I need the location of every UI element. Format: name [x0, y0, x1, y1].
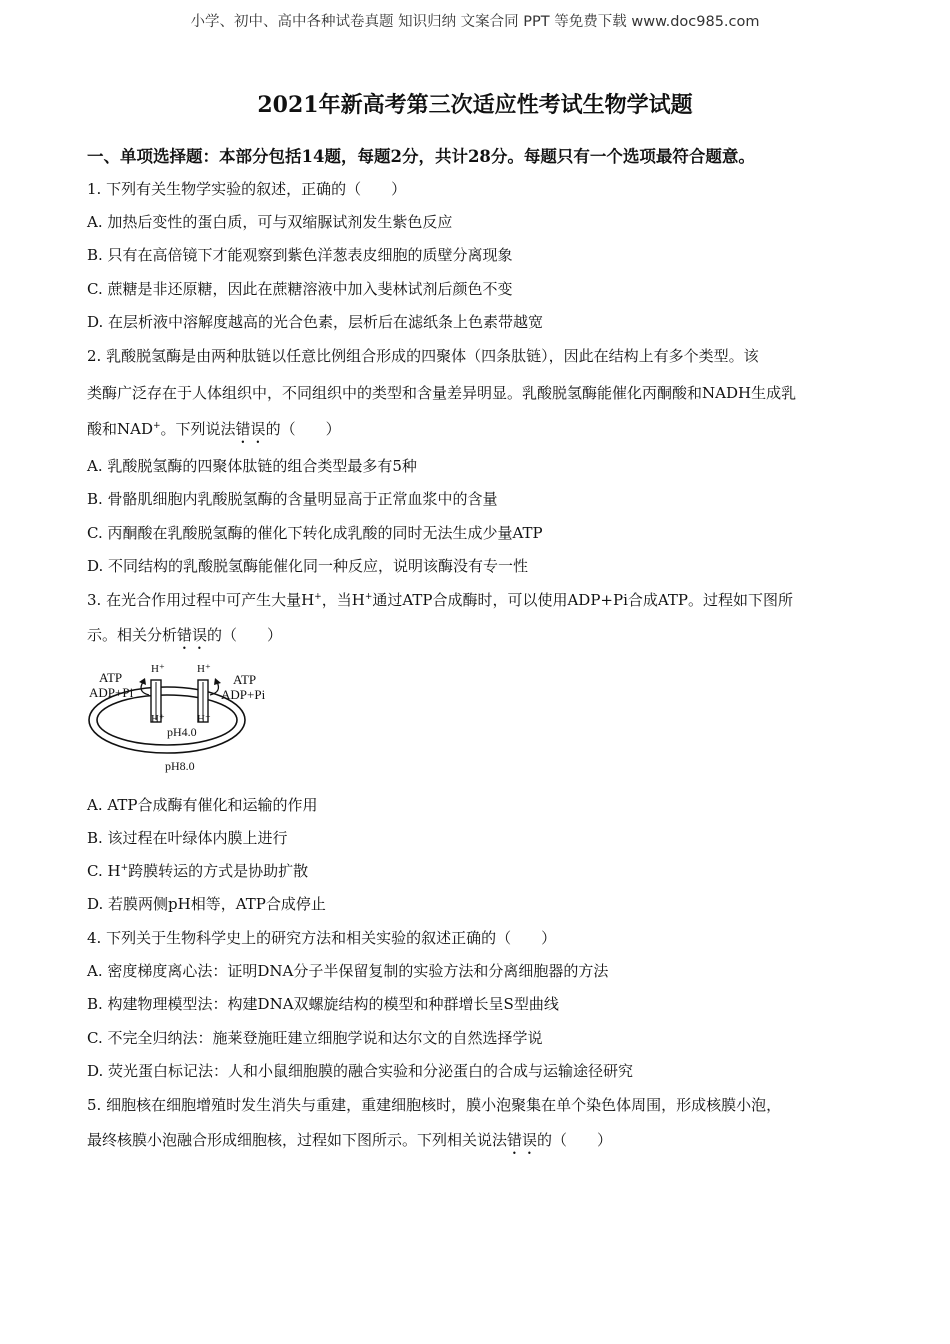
q2-option-c: C. 丙酮酸在乳酸脱氢酶的催化下转化成乳酸的同时无法生成少量ATP [87, 524, 543, 542]
q3-stem-text: ，当H [321, 591, 365, 609]
q2-stem-line3 [87, 418, 341, 447]
emphasis-text: 错误 [507, 1131, 538, 1149]
q1-stem: 1. 下列有关生物学实验的叙述，正确的（ ） [87, 180, 407, 198]
ph-inside-label: pH4.0 [167, 725, 197, 739]
q3-stem-line1 [87, 589, 793, 610]
q2-stem-line1: 2. 乳酸脱氢酶是由两种肽链以任意比例组合形成的四聚体（四条肽链），因此在结构上有多个类型。该 [87, 347, 759, 365]
q2-stem-text: 酸和NAD [87, 420, 153, 438]
q5-stem-line2 [87, 1129, 612, 1158]
q4-option-a: A. 密度梯度离心法：证明DNA分子半保留复制的实验方法和分离细胞器的方法 [87, 962, 609, 980]
page-title: 2021年新高考第三次适应性考试生物学试题 [257, 92, 693, 118]
q3-stem-text: 3. 在光合作用过程中可产生大量H [87, 591, 315, 609]
h-top-right-label: H⁺ [197, 663, 211, 675]
adp-left-label: ADP+Pi [89, 685, 134, 700]
q5-stem-text: 最终核膜小泡融合形成细胞核，过程如下图所示。下列相关说法 [87, 1131, 508, 1149]
q2-stem-text: 。下列说法 [160, 420, 236, 438]
superscript: + [314, 592, 322, 602]
q4-option-d: D. 荧光蛋白标记法：人和小鼠细胞膜的融合实验和分泌蛋白的合成与运输途径研究 [87, 1062, 634, 1080]
q1-option-c: C. 蔗糖是非还原糖，因此在蔗糖溶液中加入斐林试剂后颜色不变 [87, 280, 513, 298]
atp-synthase-diagram [87, 660, 287, 775]
q3-option-d: D. 若膜两侧pH相等，ATP合成停止 [87, 895, 326, 913]
q1-option-d: D. 在层析液中溶解度越高的光合色素，层析后在滤纸条上色素带越宽 [87, 313, 544, 331]
q3-stem-text: 的（ ） [207, 626, 283, 644]
q4-stem: 4. 下列关于生物科学史上的研究方法和相关实验的叙述正确的（ ） [87, 929, 557, 947]
section-heading: 一、单项选择题：本部分包括14题，每题2分，共计28分。每题只有一个选项最符合题意。 [87, 147, 755, 166]
adp-right-label: ADP+Pi [221, 687, 266, 702]
q2-option-d: D. 不同结构的乳酸脱氢酶能催化同一种反应，说明该酶没有专一性 [87, 557, 529, 575]
superscript: + [120, 863, 129, 873]
superscript: + [152, 421, 161, 431]
atp-left-label: ATP [99, 670, 123, 685]
h-bottom-right-label: H⁺ [197, 713, 211, 725]
q3-option-b: B. 该过程在叶绿体内膜上进行 [87, 829, 288, 847]
atp-right-label: ATP [233, 672, 257, 687]
emphasis-text: 错误 [235, 420, 266, 438]
emphasis-text: 错误 [177, 626, 208, 644]
h-top-left-label: H⁺ [151, 663, 165, 675]
q3-option-c [87, 860, 308, 881]
q2-option-b: B. 骨骼肌细胞内乳酸脱氢酶的含量明显高于正常血浆中的含量 [87, 490, 498, 508]
h-bottom-left-label: H⁺ [151, 713, 165, 725]
q3-stem-text: 示。相关分析 [87, 626, 178, 644]
q3-option-c-text: 跨膜转运的方式是协助扩散 [128, 862, 309, 880]
q2-stem-line2: 类酶广泛存在于人体组织中，不同组织中的类型和含量差异明显。乳酸脱氢酶能催化丙酮酸和NADH生成乳 [87, 384, 797, 402]
page-header: 小学、初中、高中各种试卷真题 知识归纳 文案合同 PPT 等免费下载 www.doc985.com [190, 14, 760, 30]
q2-stem-text: 的（ ） [265, 420, 341, 438]
q4-option-b: B. 构建物理模型法：构建DNA双螺旋结构的模型和种群增长呈S型曲线 [87, 995, 559, 1013]
q3-option-a: A. ATP合成酶有催化和运输的作用 [87, 796, 318, 814]
q1-option-a: A. 加热后变性的蛋白质，可与双缩脲试剂发生紫色反应 [87, 213, 453, 231]
q3-stem-line2 [87, 624, 282, 653]
q5-stem-line1: 5. 细胞核在细胞增殖时发生消失与重建，重建细胞核时，膜小泡聚集在单个染色体周围，形成核膜小泡， [87, 1096, 782, 1114]
q3-option-c-text: C. H [87, 862, 121, 880]
superscript: + [364, 592, 373, 602]
q5-stem-text: 的（ ） [537, 1131, 613, 1149]
ph-outside-label: pH8.0 [165, 759, 195, 773]
q3-stem-text: 通过ATP合成酶时，可以使用ADP+Pi合成ATP。过程如下图所 [372, 591, 793, 609]
q2-option-a: A. 乳酸脱氢酶的四聚体肽链的组合类型最多有5种 [87, 457, 417, 475]
q1-option-b: B. 只有在高倍镜下才能观察到紫色洋葱表皮细胞的质壁分离现象 [87, 246, 513, 264]
q4-option-c: C. 不完全归纳法：施莱登施旺建立细胞学说和达尔文的自然选择学说 [87, 1029, 543, 1047]
